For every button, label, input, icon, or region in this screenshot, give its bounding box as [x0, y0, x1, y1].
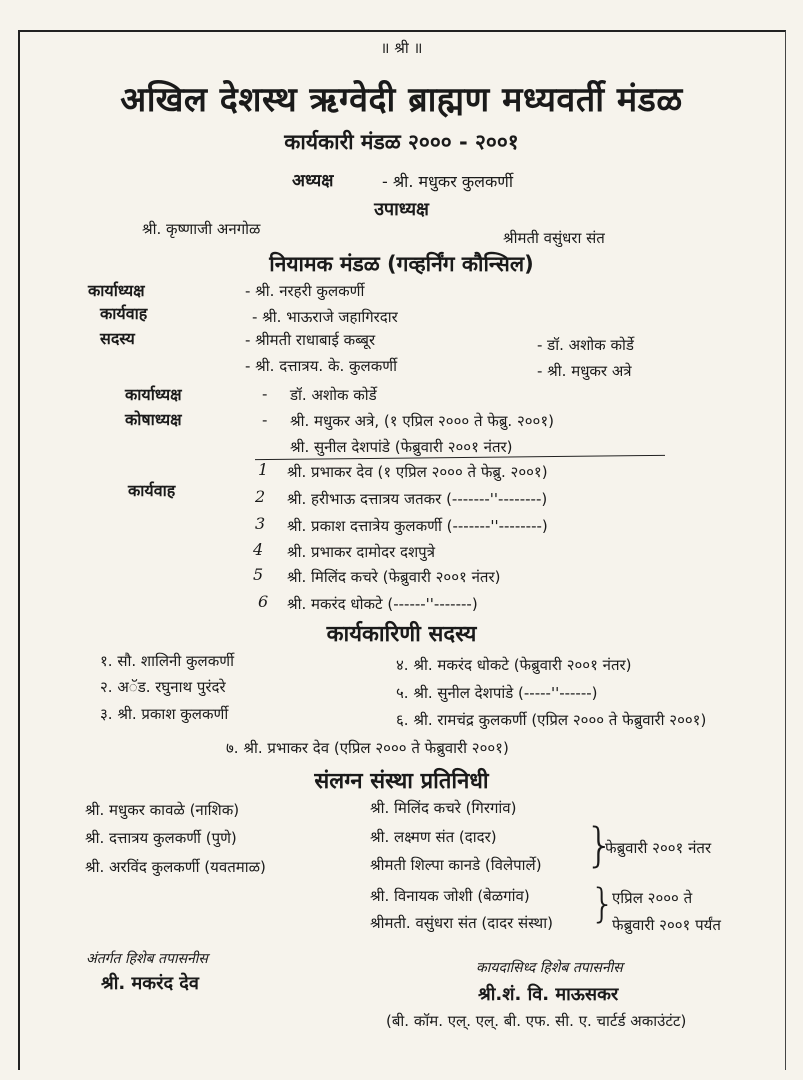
statutory-auditor-qualification: (बी. कॉम. एल्. एल्. बी. एफ. सी. ए. चार्टर्ड अकाउंटंट) — [386, 1012, 687, 1030]
affiliate-rep: श्री. अरविंद कुलकर्णी (यवतमाळ) — [85, 858, 266, 876]
gov-member: - श्री. दत्तात्रय. के. कुलकर्णी — [245, 357, 397, 375]
executive-member: ३. श्री. प्रकाश कुलकर्णी — [100, 705, 229, 723]
vice-president-right: श्रीमती वसुंधरा संत — [503, 229, 605, 247]
executive-member: १. सौ. शालिनी कुलकर्णी — [100, 652, 234, 670]
executive-heading: कार्यकारिणी सदस्य — [326, 622, 477, 647]
handwritten-number: 5 — [253, 565, 264, 584]
secretary-label: कार्यवाह — [128, 481, 176, 500]
executive-member: ७. श्री. प्रभाकर देव (एप्रिल २००० ते फेब्रुवारी २००१) — [226, 739, 509, 757]
affiliates-heading: संलग्न संस्था प्रतिनिधी — [314, 769, 489, 794]
secretary-item: श्री. प्रभाकर देव (१ एप्रिल २००० ते फेब्रु. २००१) — [287, 463, 548, 481]
executive-member: ४. श्री. मकरंद धोकटे (फेब्रुवारी २००१ नंतर) — [396, 656, 632, 674]
gov-member: - श्री. मधुकर अत्रे — [537, 362, 632, 380]
affiliate-rep: श्री. मिलिंद कचरे (गिरगांव) — [370, 799, 517, 817]
handwritten-number: 6 — [258, 592, 269, 611]
dash: - — [262, 411, 268, 429]
governing-council-heading: नियामक मंडळ (गव्हर्निंग कौन्सिल) — [269, 252, 534, 276]
internal-auditor-name: श्री. मकरंद देव — [101, 973, 199, 994]
organization-title: अखिल देशस्थ ऋग्वेदी ब्राह्मण मध्यवर्ती मंडळ — [120, 80, 683, 120]
group-brace: } — [585, 818, 615, 872]
secretary-item: श्री. मिलिंद कचरे (फेब्रुवारी २००१ नंतर) — [287, 568, 501, 586]
vice-president-heading: उपाध्यक्ष — [374, 199, 429, 220]
secretary-item: श्री. प्रकाश दत्तात्रेय कुलकर्णी (-------''--------) — [287, 517, 548, 535]
gov-secretary-label: कार्यवाह — [100, 304, 148, 323]
affiliate-note: एप्रिल २००० ते — [612, 889, 693, 907]
vice-president-left: श्री. कृष्णाजी अनगोळ — [142, 220, 261, 238]
group-brace: } — [590, 881, 616, 927]
gov-chair-label: कार्याध्यक्ष — [88, 281, 145, 300]
gov-member: - डॉ. अशोक कोर्डे — [537, 336, 634, 354]
gov-chair-value: - श्री. नरहरी कुलकर्णी — [245, 282, 365, 300]
secretary-item: श्री. मकरंद धोकटे (------''-------) — [287, 595, 478, 613]
president-value: - श्री. मधुकर कुलकर्णी — [382, 172, 513, 191]
affiliate-rep: श्री. दत्तात्रय कुलकर्णी (पुणे) — [85, 829, 237, 847]
treasurer-item: श्री. मधुकर अत्रे, (१ एप्रिल २००० ते फेब्रु. २००१) — [290, 412, 555, 430]
office-chair-label: कार्याध्यक्ष — [125, 385, 182, 404]
internal-auditor-label: अंतर्गत हिशेब तपासनीस — [86, 951, 208, 967]
gov-member: - श्रीमती राधाबाई कब्बूर — [245, 331, 376, 349]
invocation: ॥ श्री ॥ — [380, 39, 423, 57]
gov-members-label: सदस्य — [100, 329, 135, 348]
handwritten-number: 2 — [255, 487, 266, 506]
treasurer-item: श्री. सुनील देशपांडे (फेब्रुवारी २००१ नंतर) — [290, 438, 513, 456]
executive-member: ५. श्री. सुनील देशपांडे (-----''------) — [396, 684, 598, 702]
affiliate-rep: श्रीमती. वसुंधरा संत (दादर संस्था) — [370, 914, 553, 932]
secretary-item: श्री. हरीभाऊ दत्तात्रय जतकर (-------''--------) — [287, 490, 548, 508]
affiliate-rep: श्री. मधुकर कावळे (नाशिक) — [85, 801, 240, 819]
gov-secretary-value: - श्री. भाऊराजे जहागिरदार — [252, 308, 398, 326]
handwritten-number: 3 — [255, 514, 266, 533]
statutory-auditor-name: श्री.शं. वि. माऊसकर — [478, 984, 619, 1005]
president-label: अध्यक्ष — [292, 171, 334, 191]
affiliate-rep: श्री. लक्ष्मण संत (दादर) — [370, 828, 497, 846]
secretary-item: श्री. प्रभाकर दामोदर दशपुत्रे — [287, 543, 435, 561]
office-chair-value: डॉ. अशोक कोर्डे — [290, 386, 377, 404]
handwritten-number: 4 — [253, 540, 264, 559]
statutory-auditor-label: कायदासिध्द हिशेब तपासनीस — [476, 960, 623, 976]
committee-subtitle: कार्यकारी मंडळ २००० - २००१ — [284, 130, 519, 154]
executive-member: २. अॅड. रघुनाथ पुरंदरे — [100, 678, 226, 696]
affiliate-note: फेब्रुवारी २००१ पर्यंत — [612, 916, 721, 934]
handwritten-number: 1 — [258, 460, 269, 479]
dash: - — [262, 385, 268, 403]
affiliate-rep: श्री. विनायक जोशी (बेळगांव) — [370, 887, 530, 905]
executive-member: ६. श्री. रामचंद्र कुलकर्णी (एप्रिल २००० ते फेब्रुवारी २००१) — [396, 711, 707, 729]
treasurer-label: कोषाध्यक्ष — [125, 410, 182, 429]
affiliate-note: फेब्रुवारी २००१ नंतर — [605, 839, 712, 857]
affiliate-rep: श्रीमती शिल्पा कानडे (विलेपार्ले) — [370, 856, 542, 874]
